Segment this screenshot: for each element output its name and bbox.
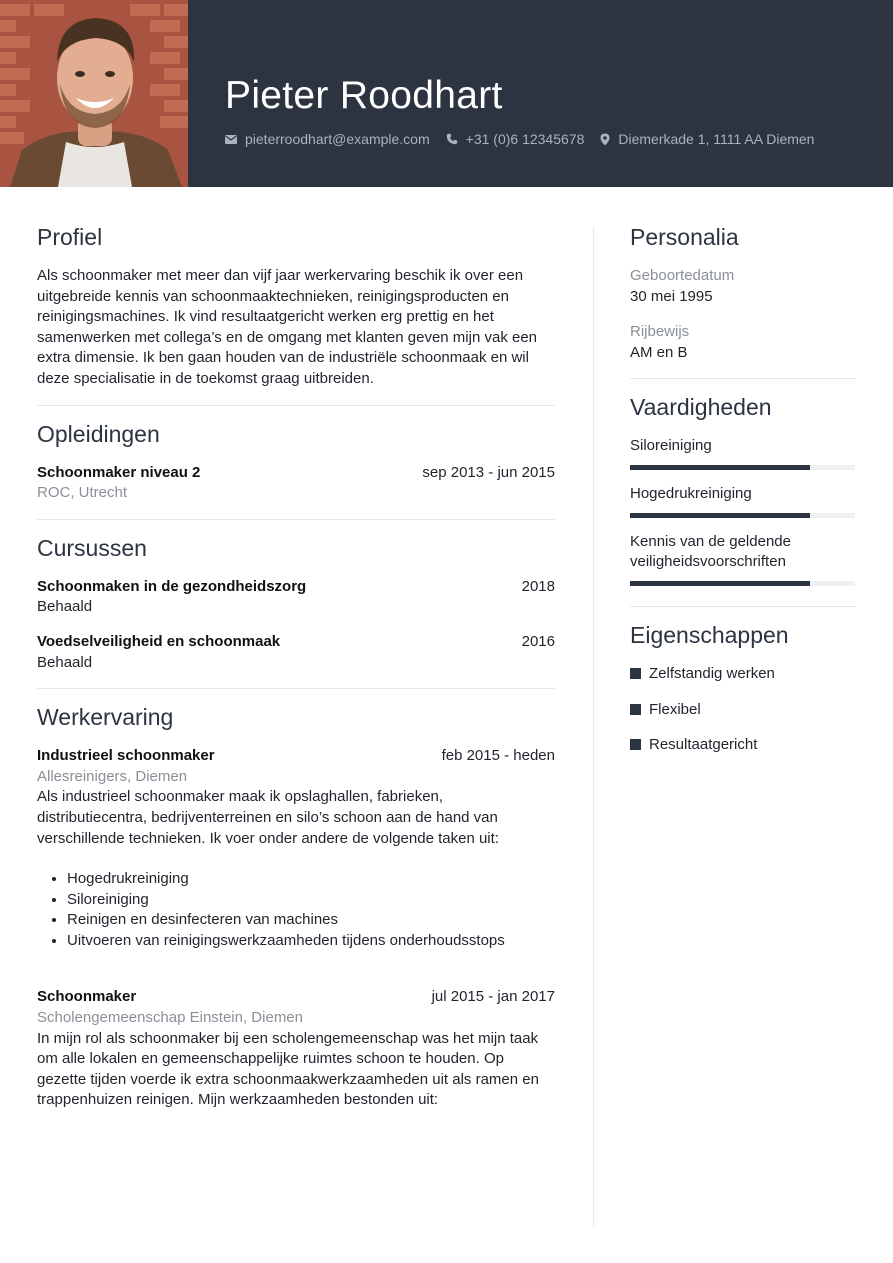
section-eigenschappen xyxy=(630,620,856,755)
entry-title: Schoonmaker niveau 2 xyxy=(37,463,201,481)
trait-label: Resultaatgericht xyxy=(649,736,758,754)
profile-text: Als schoonmaker met meer dan vijf jaar werkervaring beschik ik over een uitgebreide kennis van schoonmaaktechnieken, reinigingsproducten en reinigingsmachines. Ik vind resultaatgericht werken erg prettig en het samenwerken met collega’s en de omgang met klanten geven mijn vak een extra dimensie. Ik ben gaan houden van de industriële schoonmaak en wil deze specialisatie in de toekomst graag uitbreiden. xyxy=(37,267,538,387)
course-entry xyxy=(37,632,555,673)
job-entry xyxy=(37,746,555,951)
section-title-vaardigheden: Vaardigheden xyxy=(630,394,772,421)
section-werkervaring xyxy=(37,702,555,1111)
skill-item xyxy=(630,436,856,470)
trait-label: Zelfstandig werken xyxy=(649,665,775,683)
skill-bar-fill xyxy=(630,465,810,470)
skill-bar xyxy=(630,581,855,586)
entry-employer: Allesreinigers, Diemen xyxy=(37,767,188,785)
entry-title: Voedselveiligheid en schoonmaak xyxy=(37,632,281,650)
email-icon xyxy=(225,135,237,144)
task-list xyxy=(67,869,555,951)
entry-date: 2016 xyxy=(521,632,555,650)
skill-bar-fill xyxy=(630,581,810,586)
phone-icon xyxy=(446,133,458,145)
trait-item xyxy=(630,735,856,755)
section-title-eigenschappen: Eigenschappen xyxy=(630,621,789,648)
section-divider xyxy=(630,606,856,607)
trait-item xyxy=(630,664,856,684)
section-title-personalia: Personalia xyxy=(630,224,739,250)
trait-label: Flexibel xyxy=(649,700,701,718)
contact-phone xyxy=(446,131,585,147)
contact-email xyxy=(225,131,430,147)
section-divider xyxy=(37,688,555,689)
square-bullet-icon xyxy=(630,739,641,750)
section-title-cursussen: Cursussen xyxy=(37,534,147,561)
square-bullet-icon xyxy=(630,704,641,715)
skill-item xyxy=(630,484,856,518)
resume-header xyxy=(0,0,893,187)
skill-item xyxy=(630,532,856,586)
skill-name: Hogedrukreiniging xyxy=(630,484,752,502)
section-opleidingen xyxy=(37,419,555,504)
main-column xyxy=(37,222,555,1125)
column-divider xyxy=(593,226,594,1226)
education-entry xyxy=(37,463,555,504)
birthdate-label: Geboortedatum xyxy=(630,267,735,284)
entry-title: Schoonmaken in de gezondheidszorg xyxy=(37,577,307,595)
section-cursussen xyxy=(37,533,555,673)
job-description: Als industrieel schoonmaker maak ik opslaghallen, fabrieken, distributiecentra, bedrijventerreinen en silo’s schoon aan de hand van verschillende technieken. Ik voer onder andere de volgende taken uit: xyxy=(37,788,499,847)
skill-bar-fill xyxy=(630,513,810,518)
entry-date: sep 2013 - jun 2015 xyxy=(422,463,555,481)
entry-title: Industrieel schoonmaker xyxy=(37,747,215,765)
license-label: Rijbewijs xyxy=(630,323,690,341)
skill-name: Siloreiniging xyxy=(630,437,712,455)
entry-institution: ROC, Utrecht xyxy=(37,484,128,502)
entry-date: jul 2015 - jan 2017 xyxy=(431,988,555,1006)
profile-photo xyxy=(0,0,188,187)
section-divider xyxy=(630,378,856,379)
trait-item xyxy=(630,699,856,719)
license-value: AM en B xyxy=(630,343,688,361)
skill-name: Kennis van de geldende veiligheidsvoorschriften xyxy=(630,532,791,571)
entry-title: Schoonmaker xyxy=(37,988,137,1006)
job-description: In mijn rol als schoonmaker bij een scholengemeenschap was het mijn taak om alle lokalen en gemeenschappelijke ruimtes schoon te houden. Op gezette tijden voerde ik extra schoonmaakwerkzaamheden uit als ramen en trappenhuizen reinigen. Mijn werkzaamheden bestonden uit: xyxy=(37,1029,539,1109)
section-personalia xyxy=(630,222,856,363)
square-bullet-icon xyxy=(630,668,641,679)
list-item: • Uitvoeren van reinigingswerkzaamheden tijdens onderhoudsstops xyxy=(67,931,555,952)
email-text[interactable]: pieterroodhart@example.com xyxy=(245,131,430,147)
section-divider xyxy=(37,519,555,520)
birthdate-value: 30 mei 1995 xyxy=(630,287,713,305)
entry-status: Behaald xyxy=(37,653,93,671)
section-title-werkervaring: Werkervaring xyxy=(37,704,174,731)
contact-info xyxy=(225,131,830,147)
job-entry xyxy=(37,987,555,1111)
entry-employer: Scholengemeenschap Einstein, Diemen xyxy=(37,1009,303,1027)
section-title-profiel: Profiel xyxy=(37,224,103,250)
list-item: • Hogedrukreiniging xyxy=(67,869,555,890)
skill-bar xyxy=(630,513,855,518)
entry-status: Behaald xyxy=(37,598,93,616)
section-profiel xyxy=(37,222,555,390)
course-entry xyxy=(37,577,555,618)
side-column xyxy=(630,222,856,771)
location-pin-icon xyxy=(600,133,610,146)
address-text: Diemerkade 1, 1111 AA Diemen xyxy=(618,131,815,147)
list-item: • Siloreiniging xyxy=(67,890,555,911)
candidate-name: Pieter Roodhart xyxy=(225,74,503,117)
section-vaardigheden xyxy=(630,392,856,585)
list-item: • Reinigen en desinfecteren van machines xyxy=(67,910,555,931)
entry-date: 2018 xyxy=(521,577,555,595)
skill-bar xyxy=(630,465,855,470)
phone-text[interactable]: +31 (0)6 12345678 xyxy=(465,131,585,147)
section-divider xyxy=(37,405,555,406)
section-title-opleidingen: Opleidingen xyxy=(37,420,160,447)
entry-date: feb 2015 - heden xyxy=(441,747,555,765)
contact-address xyxy=(600,131,814,147)
